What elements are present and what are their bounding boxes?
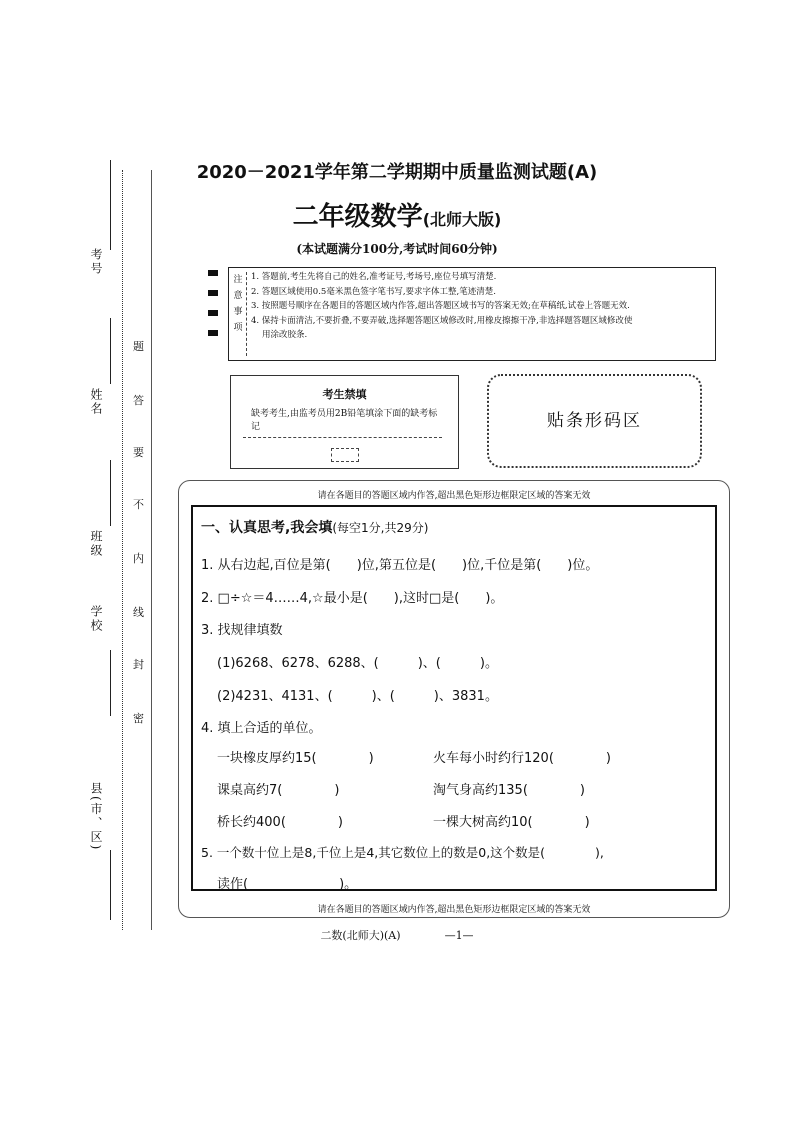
field-class: 班级 (89, 530, 103, 558)
name-underline (110, 318, 111, 384)
question-3-1: (1)6268、6278、6288、( )、( )。 (217, 656, 498, 671)
notice-list (251, 270, 709, 343)
registration-marks (208, 270, 218, 350)
binding-dotted-line (122, 170, 123, 930)
seal-char: 内 (133, 552, 144, 565)
absent-mark-box (230, 375, 459, 469)
divider (243, 437, 442, 438)
question-4-item: 淘气身高约135( ) (433, 783, 585, 798)
question-5: 5. 一个数十位上是8,千位上是4,其它数位上的数是0,这个数是( ), (201, 845, 604, 860)
exam-info: (本试题满分100分,考试时间60分钟) (296, 242, 498, 256)
question-4-item: 课桌高约7( ) (217, 783, 340, 798)
seal-char: 密 (133, 712, 144, 725)
question-4-item: 一块橡皮厚约15( ) (217, 751, 374, 766)
field-name: 姓名 (89, 388, 103, 416)
notice-item: 3. 按照题号顺序在各题目的答题区域内作答,超出答题区域书写的答案无效;在草稿纸,试卷上答题无效. (251, 301, 630, 311)
edition: (北师大版) (422, 210, 502, 229)
notice-item: 用涂改胶条. (262, 330, 308, 340)
exam-title: 2020－2021学年第二学期期中质量监测试题(A) (196, 162, 598, 183)
warning-top: 请在各题目的答题区域内作答,超出黑色矩形边框限定区域的答案无效 (317, 491, 591, 501)
field-school: 学校 (89, 605, 103, 633)
binding-solid-line (151, 170, 152, 930)
section-title: 一、认真思考,我会填 (201, 520, 333, 536)
notice-item: 1. 答题前,考生先将自己的姓名,准考证号,考场号,座位号填写清楚. (251, 272, 497, 282)
field-kaohao: 考号 (89, 248, 103, 276)
question-4-item: 一棵大树高约10( ) (433, 815, 590, 830)
absent-box-heading: 考生禁填 (322, 388, 367, 401)
question-4-item: 火车每小时约行120( ) (433, 751, 611, 766)
subject-title (0, 196, 794, 233)
seal-char: 要 (133, 446, 144, 459)
notice-item: 4. 保持卡面清洁,不要折叠,不要弄破,选择题答题区域修改时,用橡皮擦擦干净,非选择题答题区域修改使 (251, 315, 633, 326)
field-county: 县(市、区) (89, 782, 103, 852)
seal-char: 不 (133, 498, 144, 511)
section-score-note: (每空1分,共29分) (332, 521, 429, 535)
county-underline (110, 850, 111, 920)
answer-region (178, 480, 730, 918)
absent-checkbox[interactable] (331, 448, 359, 462)
page-footer (0, 927, 794, 943)
seal-char: 封 (133, 658, 144, 671)
question-4-item: 桥长约400( ) (217, 815, 343, 830)
question-3: 3. 找规律填数 (201, 623, 283, 638)
answer-box (191, 505, 717, 891)
seal-char: 题 (133, 340, 144, 353)
barcode-area (487, 374, 702, 468)
seal-char: 答 (133, 394, 144, 407)
section-heading (201, 517, 428, 537)
school-underline (110, 650, 111, 716)
barcode-label: 贴条形码区 (547, 411, 642, 431)
warning-bottom: 请在各题目的答题区域内作答,超出黑色矩形边框限定区域的答案无效 (317, 905, 591, 915)
subject-name: 二年级数学 (292, 202, 423, 232)
page-number: —1— (444, 929, 474, 942)
notice-item: 2. 答题区域使用0.5毫米黑色签字笔书写,要求字体工整,笔迹清楚. (251, 286, 496, 297)
notice-box (228, 267, 716, 361)
question-3-2: (2)4231、4131、( )、( )、3831。 (217, 689, 498, 704)
notice-tag: 注意事项 (232, 272, 247, 356)
class-underline (110, 460, 111, 526)
seal-char: 线 (133, 606, 144, 619)
absent-box-text: 缺考考生,由监考员用2B铅笔填涂下面的缺考标记 (251, 409, 438, 432)
question-4: 4. 填上合适的单位。 (201, 721, 322, 736)
question-5-reading: 读作( )。 (217, 877, 358, 892)
question-2: 2. □÷☆＝4……4,☆最小是( ),这时□是( )。 (201, 591, 504, 606)
footer-subject: 二数(北师大)(A) (320, 929, 401, 942)
question-1: 1. 从右边起,百位是第( )位,第五位是( )位,千位是第( )位。 (201, 558, 599, 573)
